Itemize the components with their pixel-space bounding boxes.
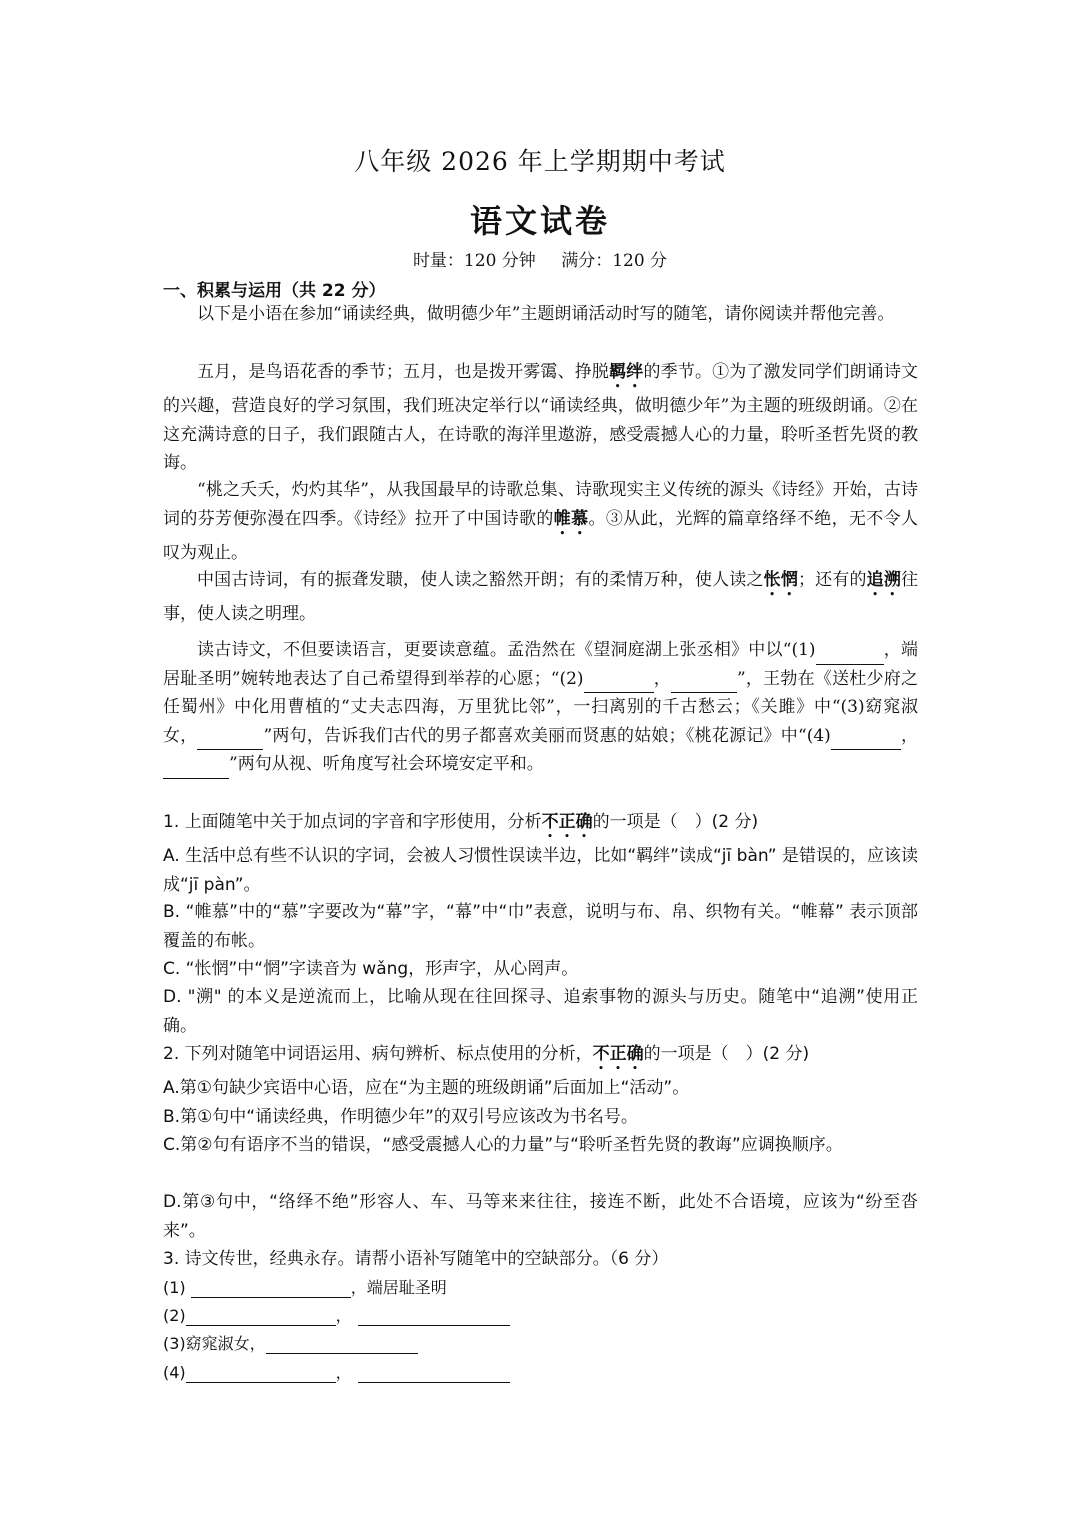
dotted-word: 帷慕 [553, 508, 589, 529]
passage-paragraph-4: 读古诗文，不但要读语言，更要读意蕴。孟浩然在《望洞庭湖上张丞相》中以“(1) ，端居耻圣明”婉转地表达了自己希望得到举荐的心愿；“(2) ， ”，王勃在《送杜少府之任蜀州》中化用曹植的“丈夫志四海，万里犹比邻”，一扫离别的千古愁云；《关雎》中“(3)窈窕淑女， ”两句，告诉我们古代的男子都喜欢美丽而贤惠的姑娘；《桃花源记》中“(4) ，”两句从视、听角度写社会环境安定平和。 [163, 636, 918, 779]
time-limit: 时量：120 分钟 [412, 251, 536, 271]
dotted-word: 追溯 [866, 570, 902, 590]
passage-paragraph-3: 中国古诗词，有的振聋发聩，使人读之豁然开朗；有的柔情万种，使人读之怅惘；还有的追溯往事，使人读之明理。 [163, 570, 919, 624]
subject-title: 语文试卷 [469, 202, 610, 240]
question-2-option-a: A.第①句缺少宾语中心语，应在“为主题的班级朗诵”后面加上“活动”。 [163, 1078, 690, 1098]
answer-blank[interactable] [358, 1307, 510, 1326]
full-score: 满分：120 分 [561, 251, 668, 271]
question-2-option-c: C.第②句有语序不当的错误，“感受震撼人心的力量”与“聆听圣哲先贤的教诲”应调换顺序。 [163, 1135, 843, 1155]
question-2-stem: 2. 下列对随笔中词语运用、病句辨析、标点使用的分析，不正确的一项是（ ）(2 分) [163, 1044, 810, 1064]
question-1-option-b: B. “帷慕”中的“慕”字要改为“幕”字，“幕”中“巾”表意，说明与布、帛、织物有关。“帷幕” 表示顶部覆盖的布帐。 [163, 902, 918, 951]
answer-blank[interactable] [197, 731, 263, 750]
exam-meta [0, 246, 1080, 271]
question-3-stem: 3. 诗文传世，经典永存。请帮小语补写随笔中的空缺部分。（6 分） [163, 1249, 669, 1269]
answer-blank[interactable] [163, 760, 229, 779]
question-1-option-c: C. “怅惘”中“惘”字读音为 wǎng，形声字，从心罔声。 [163, 959, 579, 979]
question-1-option-a: A. 生活中总有些不认识的字词，会被人习惯性误读半边，比如“羁绊”读成“jī bàn” 是错误的，应该读成“jī pàn”。 [163, 846, 918, 895]
passage-paragraph-1: 五月，是鸟语花香的季节；五月，也是拨开雾霭、挣脱羁绊的季节。①为了激发同学们朗诵诗文的兴趣，营造良好的学习氛围，我们班决定举行以“诵读经典，做明德少年”为主题的班级朗诵。②在这充满诗意的日子，我们跟随古人，在诗歌的海洋里遨游，感受震撼人心的力量，聆听圣哲先贤的教诲。 [163, 362, 919, 473]
passage-paragraph-2: “桃之夭夭，灼灼其华”，从我国最早的诗歌总集、诗歌现实主义传统的源头《诗经》开始，古诗词的芬芳便弥漫在四季。《诗经》拉开了中国诗歌的帷慕。③从此，光辉的篇章络绎不绝，无不令人叹为观止。 [163, 480, 919, 563]
q3-line-2: (2) ， [163, 1303, 510, 1326]
q3-line-3: (3)窈窕淑女， [163, 1331, 418, 1354]
dotted-word: 不正确 [592, 1044, 644, 1064]
answer-blank[interactable] [186, 1307, 336, 1326]
dotted-word: 怅惘 [763, 570, 798, 590]
dotted-word: 不正确 [541, 812, 593, 832]
answer-blank[interactable] [358, 1364, 510, 1383]
answer-blank[interactable] [816, 646, 884, 665]
passage-intro: 以下是小语在参加“诵读经典，做明德少年”主题朗诵活动时写的随笔，请你阅读并帮他完善。 [197, 304, 895, 324]
answer-blank[interactable] [191, 1279, 351, 1298]
q3-line-4: (4) ， [163, 1360, 510, 1383]
answer-blank[interactable] [831, 731, 901, 750]
question-2-option-b: B.第①句中“诵读经典，作明德少年”的双引号应该改为书名号。 [163, 1107, 638, 1127]
question-2-option-d: D.第③句中，“络绎不绝”形容人、车、马等来来往往，接连不断，此处不合语境，应该为“纷至沓来”。 [163, 1192, 918, 1241]
answer-blank[interactable] [266, 1335, 418, 1354]
answer-blank[interactable] [671, 674, 737, 693]
exam-title: 八年级 2026 年上学期期中考试 [354, 147, 726, 176]
question-1-stem: 1. 上面随笔中关于加点词的字音和字形使用，分析不正确的一项是（ ）(2 分) [163, 812, 759, 832]
section-title: 一、积累与运用（共 22 分） [163, 281, 386, 301]
question-1-option-d: D. "溯" 的本义是逆流而上，比喻从现在往回探寻、追索事物的源头与历史。随笔中“追溯”使用正确。 [163, 987, 918, 1036]
answer-blank[interactable] [186, 1364, 336, 1383]
q3-line-1: (1) ，端居耻圣明 [163, 1278, 447, 1297]
answer-blank[interactable] [584, 674, 654, 693]
dotted-word: 羁绊 [609, 362, 644, 382]
